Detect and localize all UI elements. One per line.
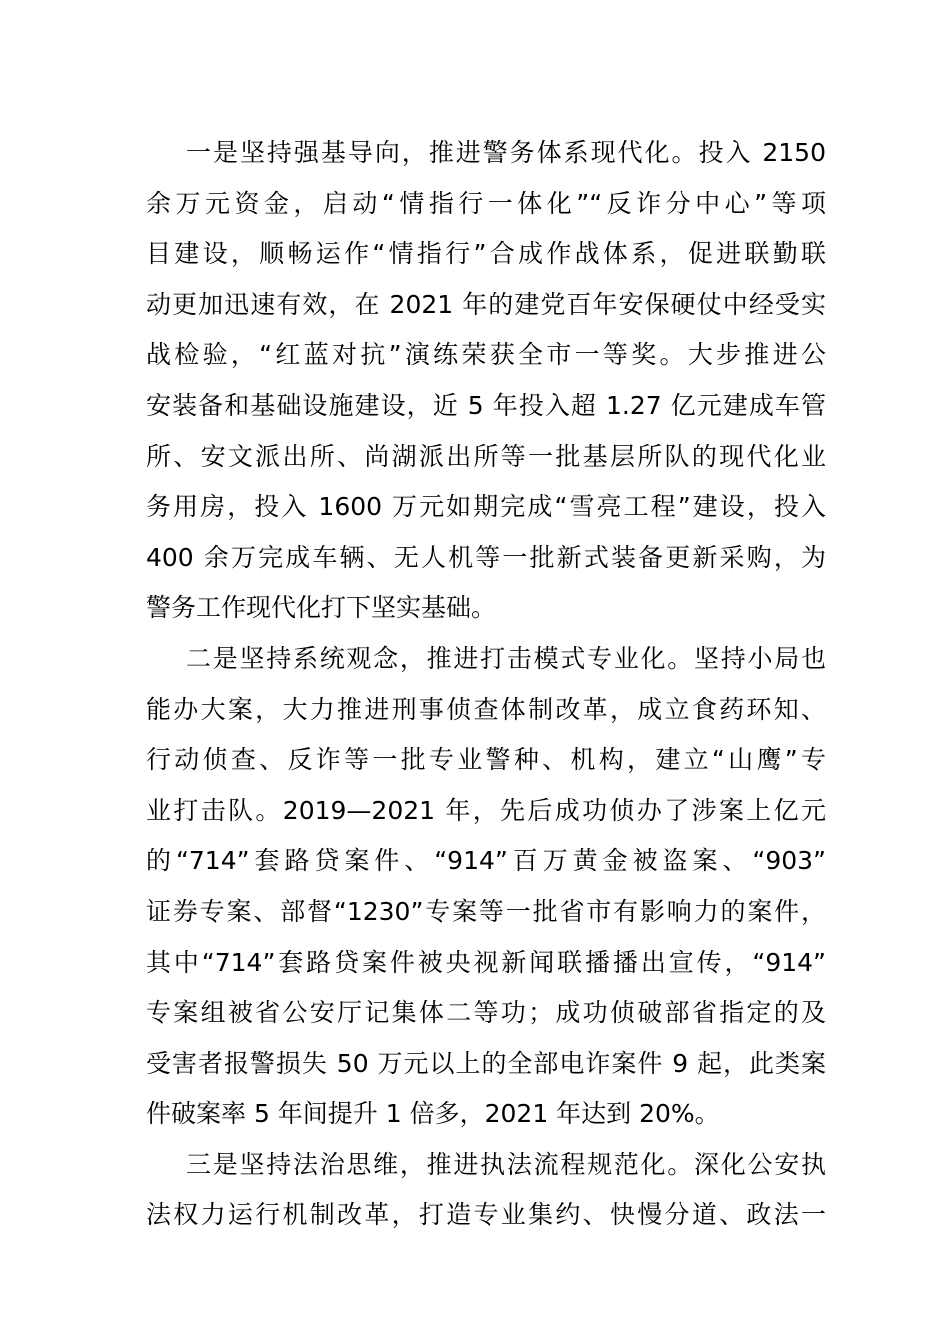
text-line: 战检验，“红蓝对抗”演练荣获全市一等奖。大步推进公	[146, 340, 826, 370]
text-line: 务用房，投入 1600 万元如期完成“雪亮工程”建设，投入	[146, 492, 826, 522]
text-line: 一是坚持强基导向，推进警务体系现代化。投入 2150	[186, 138, 826, 167]
text-line: 其中“714”套路贷案件被央视新闻联播播出宣传，“914”	[146, 947, 826, 977]
text-line: 目建设，顺畅运作“情指行”合成作战体系，促进联勤联	[146, 239, 826, 269]
text-line: 二是坚持系统观念，推进打击模式专业化。坚持小局也	[186, 643, 826, 673]
text-line: 三是坚持法治思维，推进执法流程规范化。深化公安执	[186, 1149, 826, 1179]
text-line: 400 余万完成车辆、无人机等一批新式装备更新采购，为	[146, 542, 826, 572]
text-line: 安装备和基础设施建设，近 5 年投入超 1.27 亿元建成车管	[146, 390, 826, 420]
text-line: 证券专案、部督“1230”专案等一批省市有影响力的案件，	[146, 896, 826, 926]
paragraph-1	[146, 128, 826, 634]
text-line: 专案组被省公安厅记集体二等功；成功侦破部省指定的及	[146, 998, 826, 1028]
paragraph-2	[146, 634, 826, 1140]
body-text	[146, 128, 826, 1241]
text-line: 受害者报警损失 50 万元以上的全部电诈案件 9 起，此类案	[146, 1048, 826, 1078]
text-line: 能办大案，大力推进刑事侦查体制改革，成立食药环知、	[146, 694, 826, 724]
text-line: 行动侦查、反诈等一批专业警种、机构，建立“山鹰”专	[146, 745, 826, 775]
text-line: 件破案率 5 年间提升 1 倍多，2021 年达到 20%。	[146, 1099, 720, 1129]
text-line: 所、安文派出所、尚湖派出所等一批基层所队的现代化业	[146, 441, 826, 471]
text-line: 动更加迅速有效，在 2021 年的建党百年安保硬仗中经受实	[146, 289, 826, 319]
text-line: 业打击队。2019—2021 年，先后成功侦办了涉案上亿元	[146, 795, 826, 825]
text-line: 的“714”套路贷案件、“914”百万黄金被盗案、“903”	[146, 846, 826, 876]
text-line: 余万元资金，启动“情指行一体化”“反诈分中心”等项	[146, 188, 826, 218]
text-line: 法权力运行机制改革，打造专业集约、快慢分道、政法一	[146, 1200, 826, 1230]
text-line: 警务工作现代化打下坚实基础。	[146, 593, 497, 623]
paragraph-3	[146, 1140, 826, 1241]
